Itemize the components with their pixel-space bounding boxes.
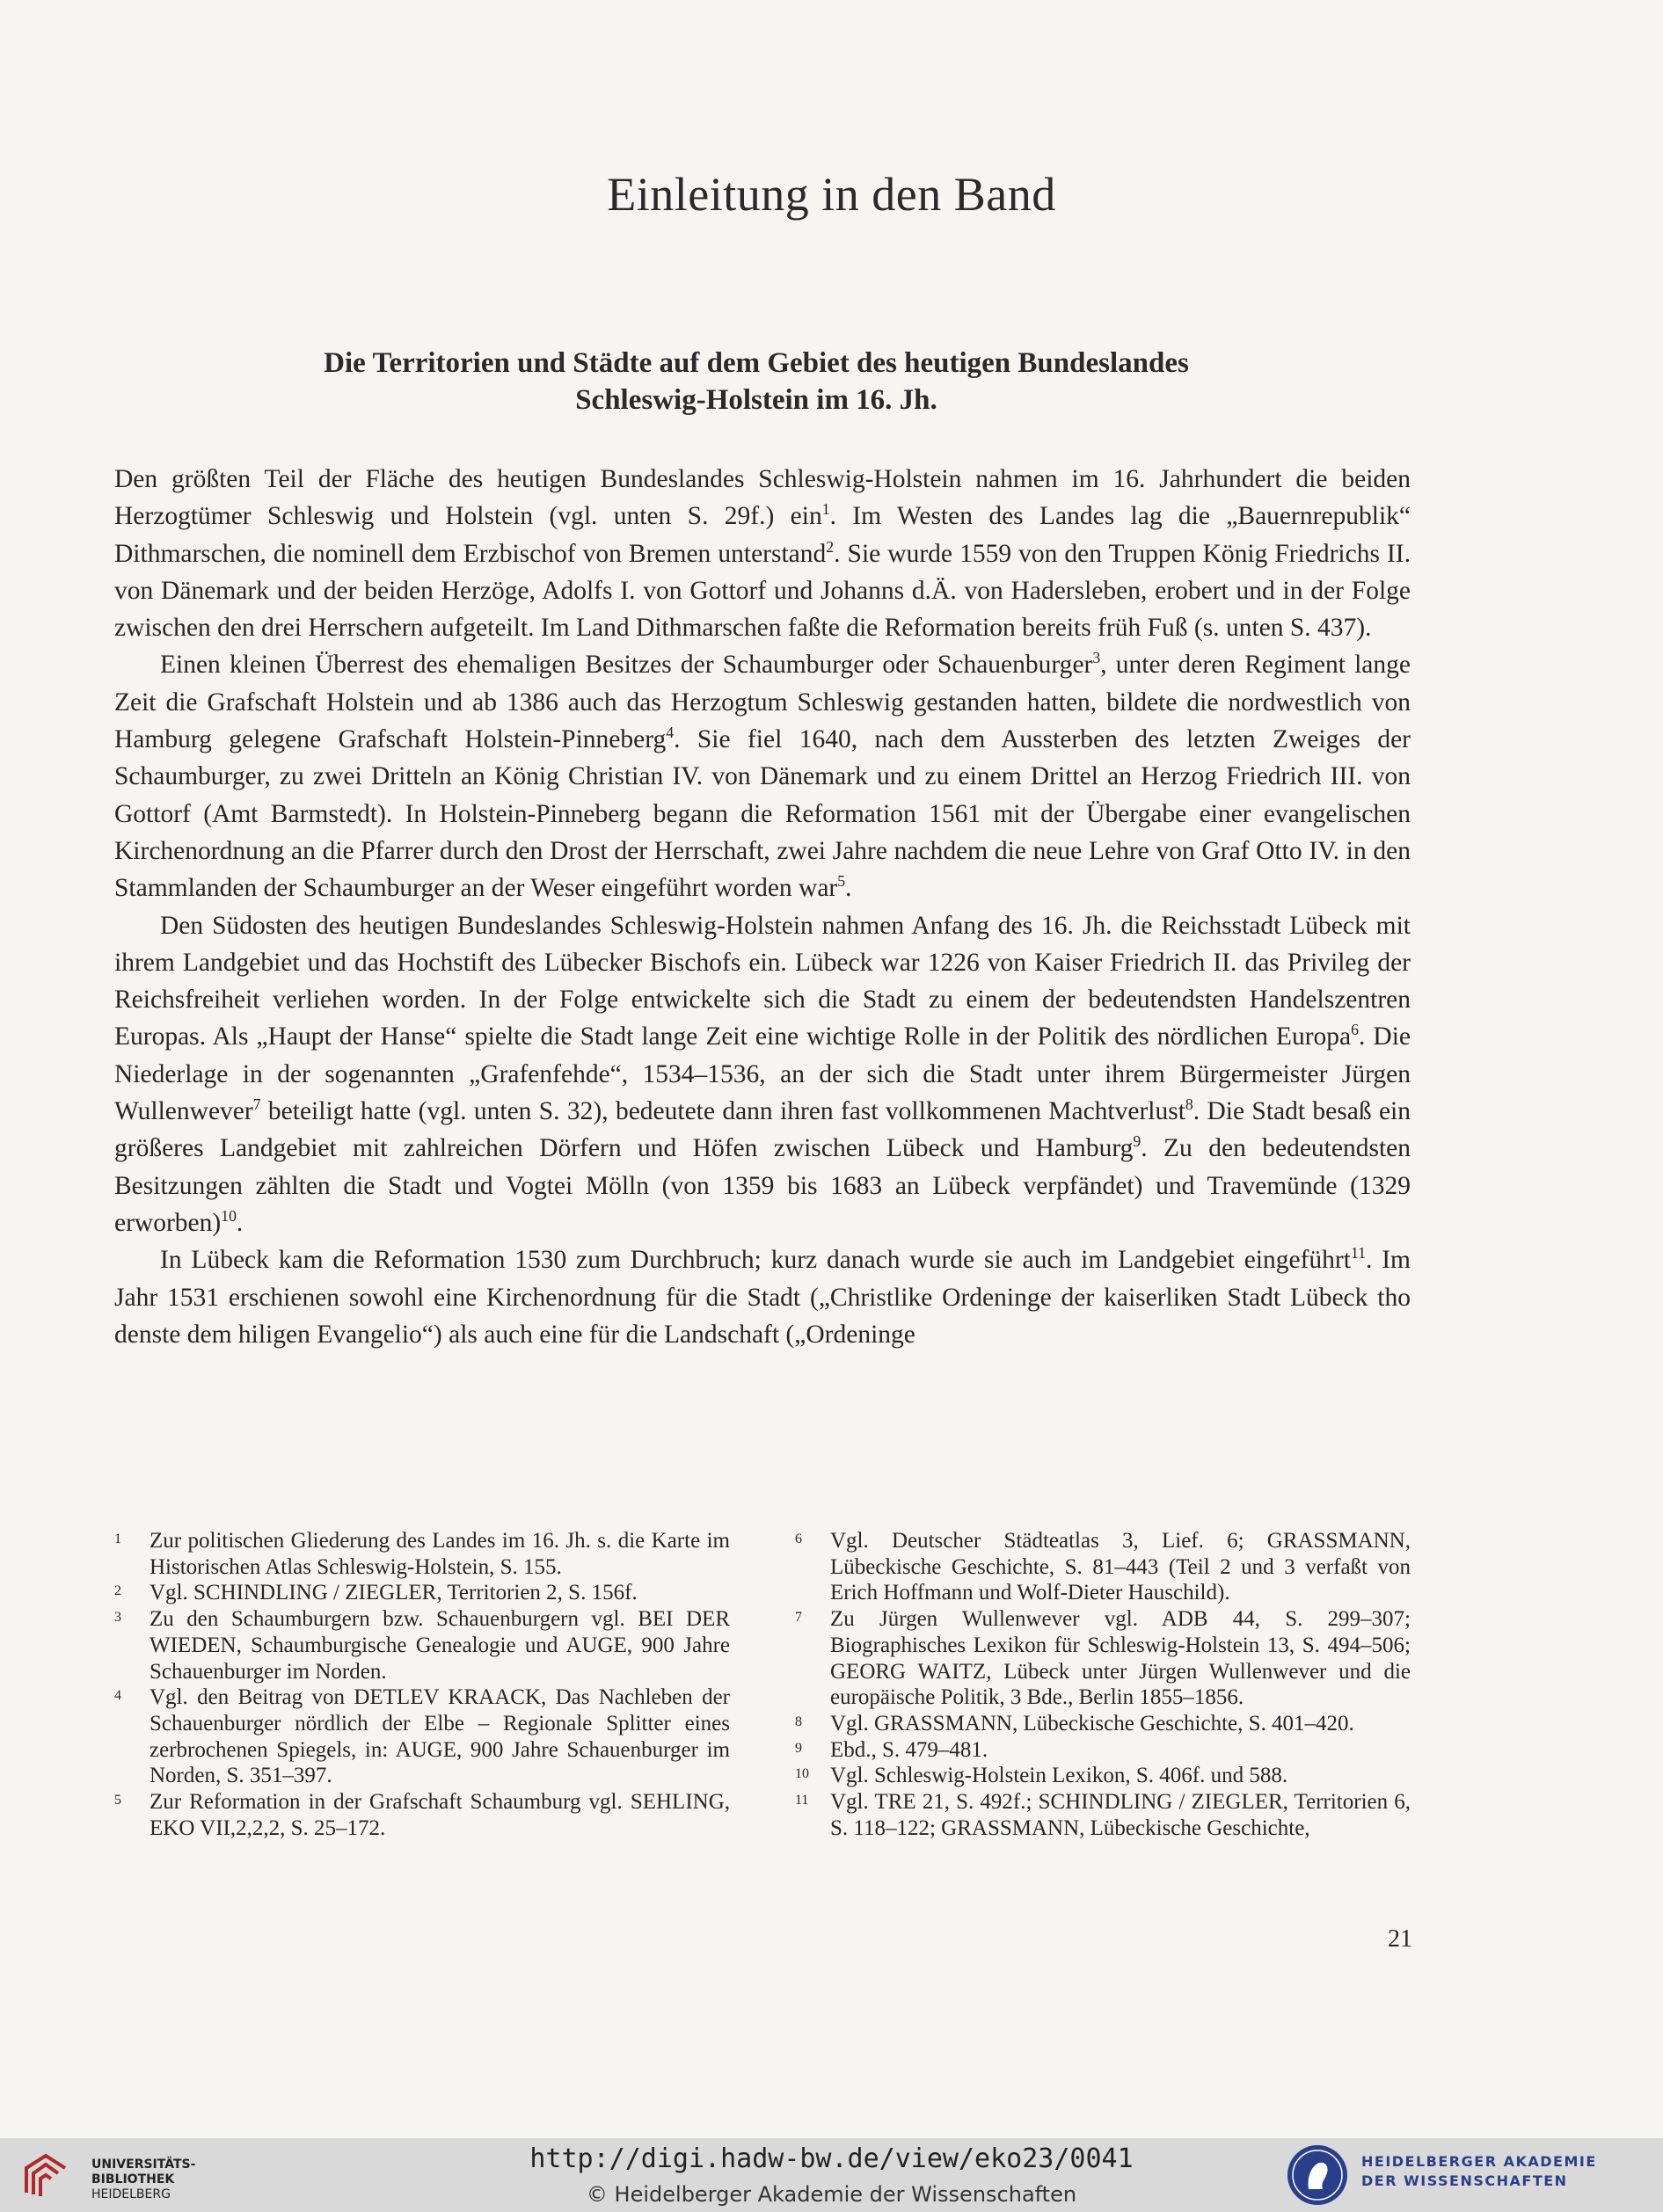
footnote-number: 1 xyxy=(114,1532,121,1546)
footnote xyxy=(795,1789,1411,1841)
section-subtitle xyxy=(114,345,1398,418)
chapter-title: Einleitung in den Band xyxy=(607,168,1056,221)
footnote-ref: 4 xyxy=(666,724,675,742)
footnote xyxy=(795,1737,1411,1764)
footnote xyxy=(795,1763,1411,1789)
footnote-ref: 3 xyxy=(1092,649,1101,667)
footnote-text: Vgl. Schleswig-Holstein Lexikon, S. 406f. und 588. xyxy=(830,1764,1288,1788)
subtitle-line-1: Die Territorien und Städte auf dem Gebiet des heutigen Bundeslandes xyxy=(324,347,1189,379)
footnote xyxy=(114,1606,730,1684)
page-url-link[interactable]: http://digi.hadw-bw.de/view/eko23/0041 xyxy=(529,2143,1134,2174)
footnote-text: Vgl. SCHINDLING / ZIEGLER, Territorien 2, S. 156f. xyxy=(150,1581,638,1605)
footer-bar xyxy=(0,2138,1663,2212)
footnote-text: Vgl. den Beitrag von DETLEV KRAACK, Das Nachleben der Schauenburger nördlich der Elbe – Regionale Splitter eines zerbrochenen Spiegels, in: AUGE, 900 Jahre Schauenburger im Norden, S. 351–397. xyxy=(150,1685,730,1788)
footnote-ref: 1 xyxy=(821,500,830,519)
footnote xyxy=(795,1711,1411,1737)
footnote-number: 3 xyxy=(114,1610,121,1626)
paragraph-3: Den Südosten des heutigen Bundeslandes Schleswig-Holstein nahmen Anfang des 16. Jh. die Reichsstadt Lübeck mit ihrem Landgebiet und das Hochstift des Lübecker Bischofs ein. Lübeck war 1226 von Kaiser Friedrich II. das Privileg der Reichsfreiheit verliehen worden. In der Folge entwickelte sich die Stadt zu einem der bedeutendsten Handelszentren Europas. Als „Haupt der Hanse“ spielte die Stadt lange Zeit eine wichtige Rolle in der Politik des nördlichen Europa$^6$. Die Niederlage in der sogenannten „Grafenfehde“, 1534–1536, an der sich die Stadt unter ihrem Bürgermeister Jürgen Wullenwever$^7$ beteiligt hatte (vgl. unten S. 32), bedeutete dann ihren fast vollkommenen Machtverlust$^8$. Die Stadt besaß ein größeres Landgebiet mit zahlreichen Dörfern und Höfen zwischen Lübeck und Hamburg$^9$. Zu den bedeutendsten Besitzungen zählten die Stadt und Vogtei Mölln (von 1359 bis 1683 an Lübeck verpfändet) und Travemünde (1329 erworben)$^{10}$. xyxy=(114,911,1411,1237)
footnote-number: 9 xyxy=(795,1740,802,1756)
footnote-ref: 9 xyxy=(1133,1132,1141,1151)
footnote-number: 10 xyxy=(795,1766,809,1782)
footnote-text: Zur politischen Gliederung des Landes im 16. Jh. s. die Karte im Historischen Atlas Schleswig-Holstein, S. 155. xyxy=(150,1529,730,1579)
footnote-text: Zur Reformation in der Grafschaft Schaumburg vgl. SEHLING, EKO VII,2,2,2, S. 25–172. xyxy=(150,1790,730,1840)
copyright-notice: © Heidelberger Akademie der Wissenschaften xyxy=(586,2182,1077,2207)
footnote xyxy=(114,1528,730,1580)
footnote-number: 7 xyxy=(795,1610,802,1626)
footnote xyxy=(795,1606,1411,1711)
hadw-text: HEIDELBERGER AKADEMIE DER WISSENSCHAFTEN xyxy=(1361,2153,1597,2189)
footnote-ref: 11 xyxy=(1350,1244,1366,1262)
footnote xyxy=(114,1684,730,1789)
footnote xyxy=(114,1580,730,1606)
body-text xyxy=(114,461,1411,1353)
footnotes xyxy=(114,1528,1411,1841)
footnote-text: Vgl. Deutscher Städteatlas 3, Lief. 6; GRASSMANN, Lübeckische Geschichte, S. 81–443 (Teil 2 und 3 verfaßt von Erich Hoffmann und Wolf-Dieter Hauschild). xyxy=(830,1529,1411,1605)
paragraph-4: In Lübeck kam die Reformation 1530 zum Durchbruch; kurz danach wurde sie auch im Landgebiet eingeführt$^{11}$. Im Jahr 1531 erschienen sowohl eine Kirchenordnung für die Stadt („Christlike Ordeninge der kaiserliken Stadt Lübeck tho denste dem hiligen Evangelio“) als auch eine für die Landschaft („Ordeninge xyxy=(114,1244,1411,1349)
footnotes-left-column xyxy=(114,1528,730,1841)
ub-heidelberg-text: UNIVERSITÄTS- BIBLIOTHEK HEIDELBERG xyxy=(91,2157,196,2201)
footnote-text: Ebd., S. 479–481. xyxy=(830,1737,988,1762)
footnote-ref: 2 xyxy=(826,537,835,556)
footnote-ref: 10 xyxy=(221,1207,237,1226)
subtitle-line-2: Schleswig-Holstein im 16. Jh. xyxy=(575,384,937,416)
footnote-number: 8 xyxy=(795,1714,802,1729)
footnote xyxy=(795,1528,1411,1606)
paragraph-2: Einen kleinen Überrest des ehemaligen Besitzes der Schaumburger oder Schauenburger$^3$, unter deren Regiment lange Zeit die Grafschaft Holstein und ab 1386 auch das Herzogtum Schleswig gestanden hatten, bildete die nordwestlich von Hamburg gelegene Grafschaft Holstein-Pinneberg$^4$. Sie fiel 1640, nach dem Aussterben des letzten Zweiges der Schaumburger, zu zwei Dritteln an König Christian IV. von Dänemark und zu einem Drittel an Herzog Friedrich III. von Gottorf (Amt Barmstedt). In Holstein-Pinneberg begann die Reformation 1561 mit der Übergabe einer evangelischen Kirchenordnung an die Pfarrer durch den Drost der Herrschaft, zwei Jahre nachdem die neue Lehre von Graf Otto IV. in den Stammlanden der Schaumburger an der Weser eingeführt worden war$^5$. xyxy=(114,649,1411,903)
footnote-number: 11 xyxy=(795,1793,809,1808)
footnotes-right-column xyxy=(795,1528,1411,1841)
hadw-emblem-icon[interactable] xyxy=(1286,2143,1349,2207)
paragraph-1: Den größten Teil der Fläche des heutigen Bundeslandes Schleswig-Holstein nahmen im 16. Jahrhundert die beiden Herzogtümer Schleswig und Holstein (vgl. unten S. 29f.) ein$^1$. Im Westen des Landes lag die „Bauernrepublik“ Dithmarschen, die nominell dem Erzbischof von Bremen unterstand$^2$. Sie wurde 1559 von den Truppen König Friedrichs II. von Dänemark und der beiden Herzöge, Adolfs I. von Gottorf und Johanns d.Ä. von Hadersleben, erobert und in der Folge zwischen den drei Herrschern aufgeteilt. Im Land Dithmarschen faßte die Reformation bereits früh Fuß (s. unten S. 437). xyxy=(114,465,1411,643)
footnote-ref: 6 xyxy=(1351,1021,1359,1039)
footnote-number: 5 xyxy=(114,1793,121,1808)
footnote xyxy=(114,1789,730,1841)
footnote-number: 2 xyxy=(114,1583,121,1599)
footnote-text: Zu den Schaumburgern bzw. Schauenburgern vgl. BEI DER WIEDEN, Schaumburgische Genealogie und AUGE, 900 Jahre Schauenburger im Norden. xyxy=(150,1607,730,1684)
footnote-text: Vgl. TRE 21, S. 492f.; SCHINDLING / ZIEGLER, Territorien 6, S. 118–122; GRASSMANN, Lübeckische Geschichte, xyxy=(830,1790,1411,1840)
footnote-text: Vgl. GRASSMANN, Lübeckische Geschichte, S. 401–420. xyxy=(830,1711,1354,1735)
footnote-ref: 8 xyxy=(1185,1095,1193,1114)
footnote-text: Zu Jürgen Wullenwever vgl. ADB 44, S. 299–307; Biographisches Lexikon für Schleswig-Holstein 13, S. 494–506; GEORG WAITZ, Lübeck unter Jürgen Wullenwever und die europäische Politik, 3 Bde., Berlin 1855–1856. xyxy=(830,1607,1411,1710)
footnote-number: 6 xyxy=(795,1532,802,1546)
page-number: 21 xyxy=(1388,1925,1412,1953)
footnote-number: 4 xyxy=(114,1688,121,1704)
footnote-ref: 7 xyxy=(252,1095,261,1114)
footnote-ref: 5 xyxy=(837,872,846,891)
